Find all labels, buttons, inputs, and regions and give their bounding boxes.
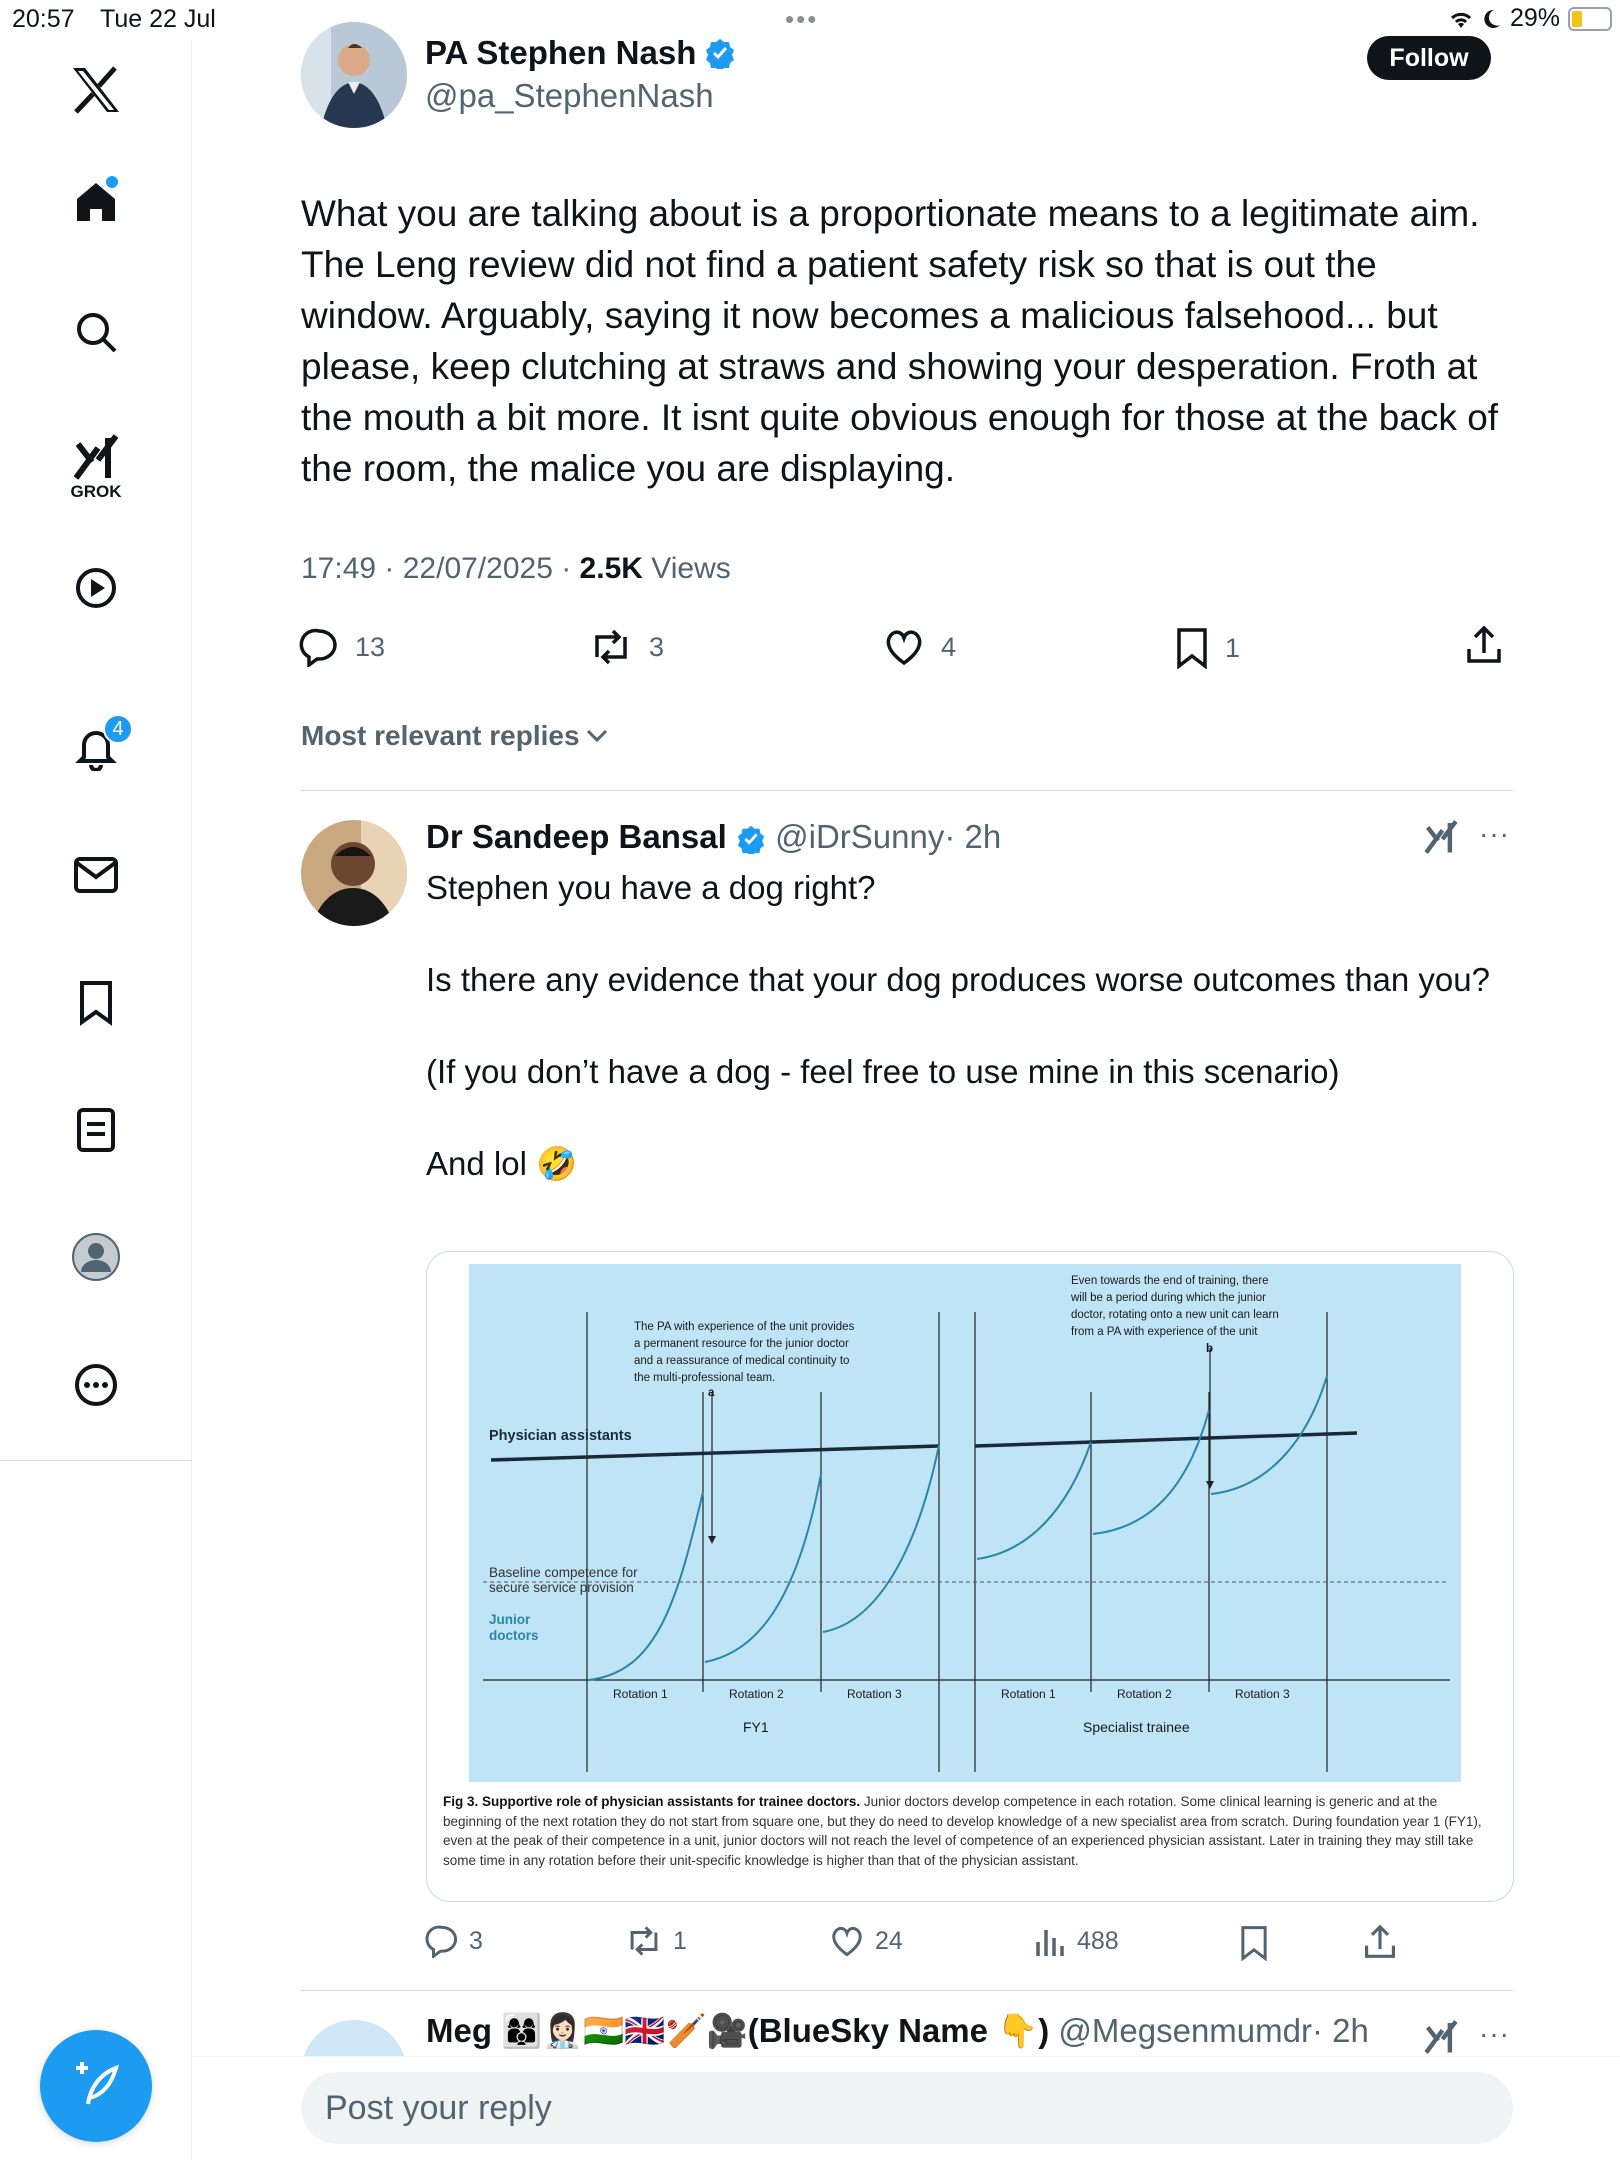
x-logo-icon[interactable] — [66, 60, 126, 120]
rotation-label: Rotation 1 — [1001, 1687, 1056, 1701]
share-action[interactable] — [1465, 625, 1503, 665]
divider — [301, 790, 1513, 791]
next-reply-header — [426, 2012, 1369, 2051]
compose-icon — [68, 2058, 124, 2114]
reply-text — [426, 865, 1496, 1233]
annotation-a-line: and a reassurance of medical continuity to — [634, 1355, 850, 1367]
reply-reply-count: 3 — [469, 1926, 483, 1955]
heart-icon — [829, 1924, 865, 1958]
profile-icon[interactable] — [66, 1227, 126, 1287]
like-count: 4 — [941, 631, 957, 662]
bookmarks-icon[interactable] — [66, 973, 126, 1033]
rotation-label: Rotation 2 — [1117, 1687, 1172, 1701]
verified-badge-icon — [736, 824, 766, 854]
label-junior-1: Junior — [489, 1612, 531, 1627]
home-icon[interactable] — [66, 172, 126, 232]
reply-repost-count: 1 — [673, 1926, 687, 1955]
views-count: 2.5K — [579, 552, 643, 585]
reply-like-action[interactable] — [829, 1924, 903, 1958]
bookmark-action[interactable] — [1175, 627, 1240, 669]
label-junior-2: doctors — [489, 1628, 539, 1643]
figure-caption — [443, 1792, 1493, 1870]
bookmark-icon — [1175, 627, 1209, 669]
search-icon[interactable] — [66, 302, 126, 362]
reply-views-action[interactable] — [1033, 1924, 1119, 1958]
reply-reply-action[interactable] — [425, 1924, 483, 1958]
reply-count: 13 — [355, 631, 386, 662]
reply-icon — [425, 1924, 459, 1958]
label-baseline-2: secure service provision — [489, 1580, 634, 1595]
rotation-label: Rotation 1 — [613, 1687, 668, 1701]
annotation-b-line: Even towards the end of training, there — [1071, 1275, 1269, 1287]
reply-header — [426, 818, 1001, 856]
next-reply-more-icon[interactable]: ··· — [1479, 2018, 1510, 2049]
figure-caption-title: Fig 3. Supportive role of physician assistants for trainee doctors. — [443, 1794, 861, 1809]
annotation-a-line: The PA with experience of the unit provides — [634, 1321, 855, 1333]
next-reply-time[interactable]: · 2h — [1311, 2012, 1369, 2049]
divider — [301, 1990, 1513, 1991]
grok-icon[interactable] — [1423, 2020, 1459, 2054]
battery-percent: 29% — [1509, 4, 1560, 32]
reply-action[interactable] — [299, 627, 385, 667]
reply-author-handle[interactable]: @iDrSunny — [775, 818, 945, 855]
sidebar — [0, 40, 192, 2160]
notifications-badge: 4 — [103, 714, 133, 744]
status-date: Tue 22 Jul — [100, 5, 216, 33]
tweet-meta — [301, 552, 731, 586]
reply-time[interactable]: · 2h — [944, 818, 1002, 855]
reply-more-icon[interactable]: ··· — [1479, 818, 1510, 849]
reply-paragraph: (If you don’t have a dog - feel free to use mine in this scenario) — [426, 1053, 1340, 1090]
figure-diagram — [427, 1252, 1514, 1792]
rotation-label: Rotation 3 — [847, 1687, 902, 1701]
heart-icon — [883, 627, 925, 667]
verified-badge-icon — [704, 37, 736, 69]
annotation-b-line: will be a period during which the junior — [1071, 1292, 1266, 1304]
reply-input[interactable]: Post your reply — [301, 2072, 1513, 2144]
annotation-b-letter: b — [1206, 1343, 1214, 1355]
lists-icon[interactable] — [66, 1100, 126, 1160]
tweet-text: What you are talking about is a proportionate means to a legitimate aim. The Leng review did not find a patient safety risk so that is out the window. Arguably, saying it now becomes a malicious falsehood... but please, keep clutching at straws and showing your desperation. Froth at the mouth a bit more. It isnt quite obvious enough for those at the back of the room, the malice you are displaying. — [301, 193, 1499, 489]
reply-like-count: 24 — [875, 1926, 903, 1955]
replies-sort-dropdown[interactable] — [301, 720, 608, 752]
author-avatar[interactable] — [301, 22, 407, 128]
reply-image[interactable] — [426, 1251, 1514, 1902]
label-baseline-1: Baseline competence for — [489, 1565, 638, 1580]
next-reply-author-name[interactable]: Meg 👩‍👩‍👦👩🏻‍⚕️🇮🇳🇬🇧🏏🎥(BlueSky Name 👇) — [426, 2012, 1050, 2049]
multitasking-dots[interactable]: ••• — [785, 4, 819, 34]
author-name-row — [425, 34, 736, 72]
reply-icon — [299, 627, 339, 667]
sidebar-divider — [0, 1460, 192, 1461]
repost-action[interactable] — [589, 627, 664, 667]
main-column — [193, 0, 1620, 2160]
notifications-icon[interactable] — [66, 718, 126, 778]
author-handle[interactable]: @pa_StephenNash — [425, 77, 714, 114]
rotation-label: Rotation 3 — [1235, 1687, 1290, 1701]
repost-icon — [625, 1924, 663, 1958]
chevron-down-icon — [586, 729, 608, 743]
label-physician-assistants: Physician assistants — [489, 1428, 632, 1444]
like-action[interactable] — [883, 627, 956, 667]
annotation-a-line: the multi-professional team. — [634, 1372, 776, 1384]
author-name[interactable]: PA Stephen Nash — [425, 34, 697, 71]
tweet-timestamp[interactable]: 17:49 · 22/07/2025 · — [301, 552, 580, 585]
status-time: 20:57 — [12, 5, 75, 33]
video-icon[interactable] — [66, 558, 126, 618]
reply-paragraph: Stephen you have a dog right? — [426, 869, 876, 906]
composer-divider — [193, 2056, 1620, 2057]
reply-repost-action[interactable] — [625, 1924, 687, 1958]
reply-paragraph: And lol 🤣 — [426, 1145, 578, 1182]
rotation-label: Rotation 2 — [729, 1687, 784, 1701]
follow-button[interactable]: Follow — [1367, 36, 1491, 80]
reply-views-count: 488 — [1077, 1926, 1119, 1955]
annotation-a-letter: a — [708, 1387, 715, 1399]
annotation-a-line: a permanent resource for the junior doctor — [634, 1338, 849, 1350]
messages-icon[interactable] — [66, 845, 126, 905]
repost-icon — [589, 627, 633, 667]
analytics-icon — [1033, 1924, 1067, 1958]
reply-author-name[interactable]: Dr Sandeep Bansal — [426, 818, 727, 855]
home-unread-dot — [106, 176, 118, 188]
next-reply-author-handle[interactable]: @Megsenmumdr — [1058, 2012, 1312, 2049]
views-label: Views — [642, 552, 731, 585]
annotation-b-line: from a PA with experience of the unit — [1071, 1326, 1258, 1338]
compose-button[interactable] — [40, 2030, 152, 2142]
more-icon[interactable] — [66, 1355, 126, 1415]
figure-caption-body: Junior doctors develop competence in each rotation. Some clinical learning is generic and at the beginning of the next rotation they do not start from square one, but they do need to develop knowledge of a new specialist area from scratch. During foundation year 1 (FY1), even at the peak of their competence in a unit, junior doctors will not reach the level of competence of an experienced physician assistant. Later in training they may still take some time in any rotation before their unit-specific knowledge is higher than that of the physician assistant. — [443, 1794, 1482, 1868]
repost-count: 3 — [649, 631, 665, 662]
reply-author-avatar[interactable] — [301, 820, 407, 926]
grok-icon[interactable] — [1423, 820, 1459, 854]
grok-label: GROK — [70, 482, 122, 501]
group-specialist-label: Specialist trainee — [1083, 1719, 1190, 1735]
bookmark-count: 1 — [1225, 632, 1241, 663]
group-fy1-label: FY1 — [743, 1719, 769, 1735]
annotation-b-line: doctor, rotating onto a new unit can learn — [1071, 1309, 1279, 1321]
share-icon — [1465, 625, 1503, 665]
bookmark-icon[interactable] — [1239, 1925, 1269, 1961]
replies-sort-label: Most relevant replies — [301, 720, 580, 751]
grok-icon[interactable] — [66, 428, 126, 508]
reply-paragraph: Is there any evidence that your dog produces worse outcomes than you? — [426, 961, 1490, 998]
share-icon[interactable] — [1363, 1924, 1397, 1960]
